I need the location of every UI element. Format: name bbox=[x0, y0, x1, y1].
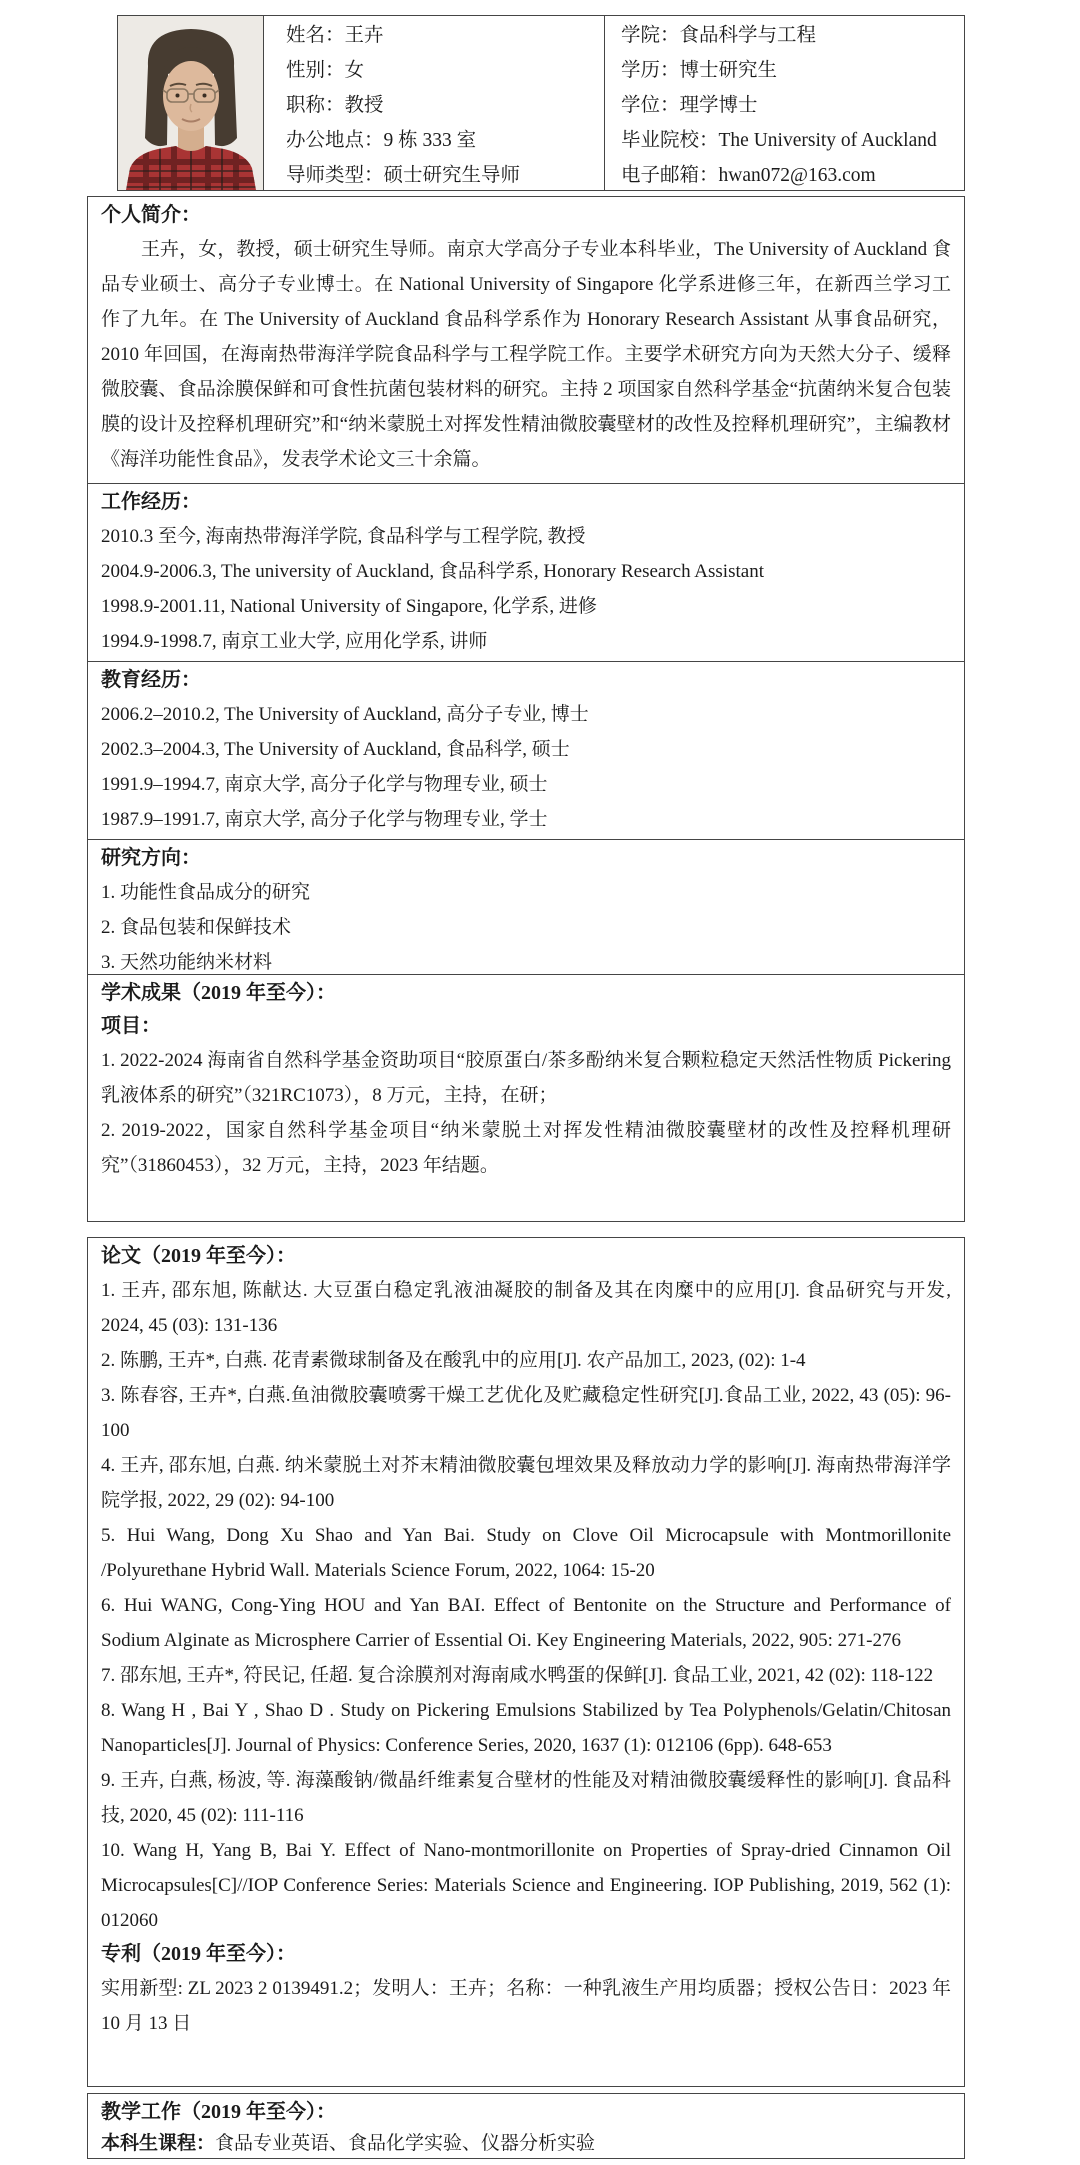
info-row-office bbox=[286, 123, 604, 158]
achievements-title: 学术成果（2019 年至今）： bbox=[101, 982, 336, 1004]
paper-item: 8. Wang H , Bai Y , Shao D . Study on Pickering Emulsions Stabilized by Tea Polyphenols/Gelatin/Chitosan Nanoparticles[J]. Journal of Physics: Conference Series, 2020, 1637 (1): 012106 (6pp). 648-653 bbox=[101, 1700, 951, 1756]
info-label: 学位： bbox=[621, 95, 680, 116]
info-label: 学历： bbox=[621, 60, 680, 81]
education-item: 2006.2–2010.2, The University of Auckland, 高分子专业, 博士 bbox=[101, 704, 589, 725]
paper-item: 4. 王卉, 邵东旭, 白燕. 纳米蒙脱土对芥末精油微胶囊包埋效果及释放动力学的影响[J]. 海南热带海洋学院学报, 2022, 29 (02): 94-100 bbox=[101, 1455, 951, 1511]
info-row-title bbox=[286, 88, 604, 123]
education-item: 2002.3–2004.3, The University of Auckland, 食品科学, 硕士 bbox=[101, 739, 570, 760]
paper-item: 2. 陈鹏, 王卉*, 白燕. 花青素微球制备及在酸乳中的应用[J]. 农产品加工, 2023, (02): 1-4 bbox=[101, 1350, 806, 1371]
info-label: 电子邮箱： bbox=[621, 165, 719, 186]
teaching-section bbox=[88, 2094, 964, 2159]
profile-sections-box bbox=[87, 196, 965, 1222]
info-label: 毕业院校： bbox=[621, 130, 719, 151]
info-row-alma-mater bbox=[621, 123, 964, 158]
work-item: 1994.9-1998.7, 南京工业大学, 应用化学系, 讲师 bbox=[101, 631, 488, 652]
work-item: 2004.9-2006.3, The university of Auckland, 食品科学系, Honorary Research Assistant bbox=[101, 561, 764, 582]
basic-info-table bbox=[117, 15, 965, 191]
paper-item: 9. 王卉, 白燕, 杨波, 等. 海藻酸钠/微晶纤维素复合壁材的性能及对精油微胶囊缓释性的影响[J]. 食品科技, 2020, 45 (02): 111-116 bbox=[101, 1770, 951, 1826]
research-item: 3. 天然功能纳米材料 bbox=[101, 952, 273, 973]
papers-title: 论文（2019 年至今）： bbox=[101, 1245, 296, 1267]
work-title: 工作经历： bbox=[101, 491, 201, 513]
info-value: 博士研究生 bbox=[679, 60, 778, 81]
course-label: 本科生课程： bbox=[101, 2133, 216, 2154]
projects-subtitle: 项目： bbox=[101, 1015, 161, 1037]
section-research-directions bbox=[88, 839, 964, 974]
info-row-gender bbox=[286, 53, 604, 88]
paper-item: 7. 邵东旭, 王卉*, 符民记, 任超. 复合涂膜剂对海南咸水鸭蛋的保鲜[J]. 食品工业, 2021, 42 (02): 118-122 bbox=[101, 1665, 934, 1686]
basic-info-left-column bbox=[264, 16, 605, 190]
info-value: 理学博士 bbox=[679, 95, 758, 116]
paper-item: 10. Wang H, Yang B, Bai Y. Effect of Nano-montmorillonite on Properties of Spray-dried Cinnamon Oil Microcapsules[C]//IOP Conference Series: Materials Science and Engineering. IOP Publishing, 2019, 562 (1): 012060 bbox=[101, 1840, 951, 1931]
section-education bbox=[88, 661, 964, 839]
profile-photo bbox=[118, 16, 264, 190]
info-label: 学院： bbox=[621, 25, 680, 46]
info-label: 职称： bbox=[286, 95, 345, 116]
info-label: 姓名： bbox=[286, 25, 345, 46]
education-title: 教育经历： bbox=[101, 669, 201, 691]
info-value: 教授 bbox=[344, 95, 384, 116]
section-work-experience bbox=[88, 483, 964, 661]
teaching-courses-line bbox=[101, 2128, 951, 2159]
research-item: 1. 功能性食品成分的研究 bbox=[101, 882, 311, 903]
info-value: 食品科学与工程 bbox=[679, 25, 817, 46]
course-list: 食品专业英语、食品化学实验、仪器分析实验 bbox=[215, 2133, 596, 2154]
project-item: 1. 2022-2024 海南省自然科学基金资助项目“胶原蛋白/茶多酚纳米复合颗粒稳定天然活性物质 Pickering 乳液体系的研究”（321RC1073），8 万元，主持，在研； bbox=[101, 1050, 951, 1106]
info-label: 办公地点： bbox=[286, 130, 384, 151]
patent-item: 实用新型: ZL 2023 2 0139491.2；发明人：王卉；名称：一种乳液生产用均质器；授权公告日：2023 年 10 月 13 日 bbox=[101, 1978, 951, 2034]
work-item: 1998.9-2001.11, National University of Singapore, 化学系, 进修 bbox=[101, 596, 597, 617]
section-achievements bbox=[88, 974, 964, 1222]
paper-item: 6. Hui WANG, Cong-Ying HOU and Yan BAI. Effect of Bentonite on the Structure and Performance of Sodium Alginate as Microsphere Carrier of Essential Oi. Key Engineering Materials, 2022, 905: 271-276 bbox=[101, 1595, 951, 1651]
info-row-name bbox=[286, 18, 604, 53]
education-item: 1991.9–1994.7, 南京大学, 高分子化学与物理专业, 硕士 bbox=[101, 774, 548, 795]
info-value: 9 栋 333 室 bbox=[383, 130, 477, 151]
paper-item: 1. 王卉, 邵东旭, 陈献达. 大豆蛋白稳定乳液油凝胶的制备及其在肉糜中的应用[J]. 食品研究与开发, 2024, 45 (03): 131-136 bbox=[101, 1280, 951, 1336]
paper-item: 3. 陈春容, 王卉*, 白燕.鱼油微胶囊喷雾干燥工艺优化及贮藏稳定性研究[J].食品工业, 2022, 43 (05): 96-100 bbox=[101, 1385, 951, 1441]
info-value: 女 bbox=[344, 60, 365, 81]
research-item: 2. 食品包装和保鲜技术 bbox=[101, 917, 292, 938]
basic-info-right-column bbox=[605, 16, 964, 190]
project-item: 2. 2019-2022，国家自然科学基金项目“纳米蒙脱土对挥发性精油微胶囊壁材的改性及控释机理研究”（31860453），32 万元，主持，2023 年结题。 bbox=[101, 1120, 951, 1176]
info-value: 硕士研究生导师 bbox=[383, 165, 521, 186]
email-value: hwan072@163.com bbox=[718, 165, 876, 186]
portrait-illustration bbox=[118, 16, 264, 190]
info-value: The University of Auckland bbox=[718, 130, 937, 151]
teaching-title: 教学工作（2019 年至今）： bbox=[101, 2101, 336, 2123]
paper-item: 5. Hui Wang, Dong Xu Shao and Yan Bai. Study on Clove Oil Microcapsule with Montmorillonite /Polyurethane Hybrid Wall. Materials Science Forum, 2022, 1064: 15-20 bbox=[101, 1525, 951, 1581]
info-row-college bbox=[621, 18, 964, 53]
intro-paragraph: 王卉，女，教授，硕士研究生导师。南京大学高分子专业本科毕业，The University of Auckland 食品专业硕士、高分子专业博士。在 National University of Singapore 化学系进修三年，在新西兰学习工作了九年。在 The University of Auckland 食品科学系作为 Honorary Research Assistant 从事食品研究，2010 年回国，在海南热带海洋学院食品科学与工程学院工作。主要学术研究方向为天然大分子、缓释微胶囊、食品涂膜保鲜和可食性抗菌包装材料的研究。主持 2 项国家自然科学基金“抗菌纳米复合包装膜的设计及控释机理研究”和“纳米蒙脱土对挥发性精油微胶囊壁材的改性及控释机理研究”，主编教材《海洋功能性食品》，发表学术论文三十余篇。 bbox=[101, 239, 951, 470]
info-label: 性别： bbox=[286, 60, 345, 81]
info-row-degree bbox=[621, 88, 964, 123]
research-title: 研究方向： bbox=[101, 847, 201, 869]
info-row-supervisor-type bbox=[286, 158, 604, 193]
info-row-email bbox=[621, 158, 964, 193]
info-label: 导师类型： bbox=[286, 165, 384, 186]
work-item: 2010.3 至今, 海南热带海洋学院, 食品科学与工程学院, 教授 bbox=[101, 526, 586, 547]
intro-title: 个人简介： bbox=[101, 204, 201, 226]
education-item: 1987.9–1991.7, 南京大学, 高分子化学与物理专业, 学士 bbox=[101, 809, 548, 830]
papers-patents-box bbox=[87, 1237, 965, 2087]
papers-section bbox=[88, 1238, 964, 2041]
section-intro bbox=[88, 197, 964, 483]
patents-title: 专利（2019 年至今）： bbox=[101, 1943, 296, 1965]
info-row-education-level bbox=[621, 53, 964, 88]
teaching-box bbox=[87, 2093, 965, 2159]
info-value: 王卉 bbox=[344, 25, 384, 46]
